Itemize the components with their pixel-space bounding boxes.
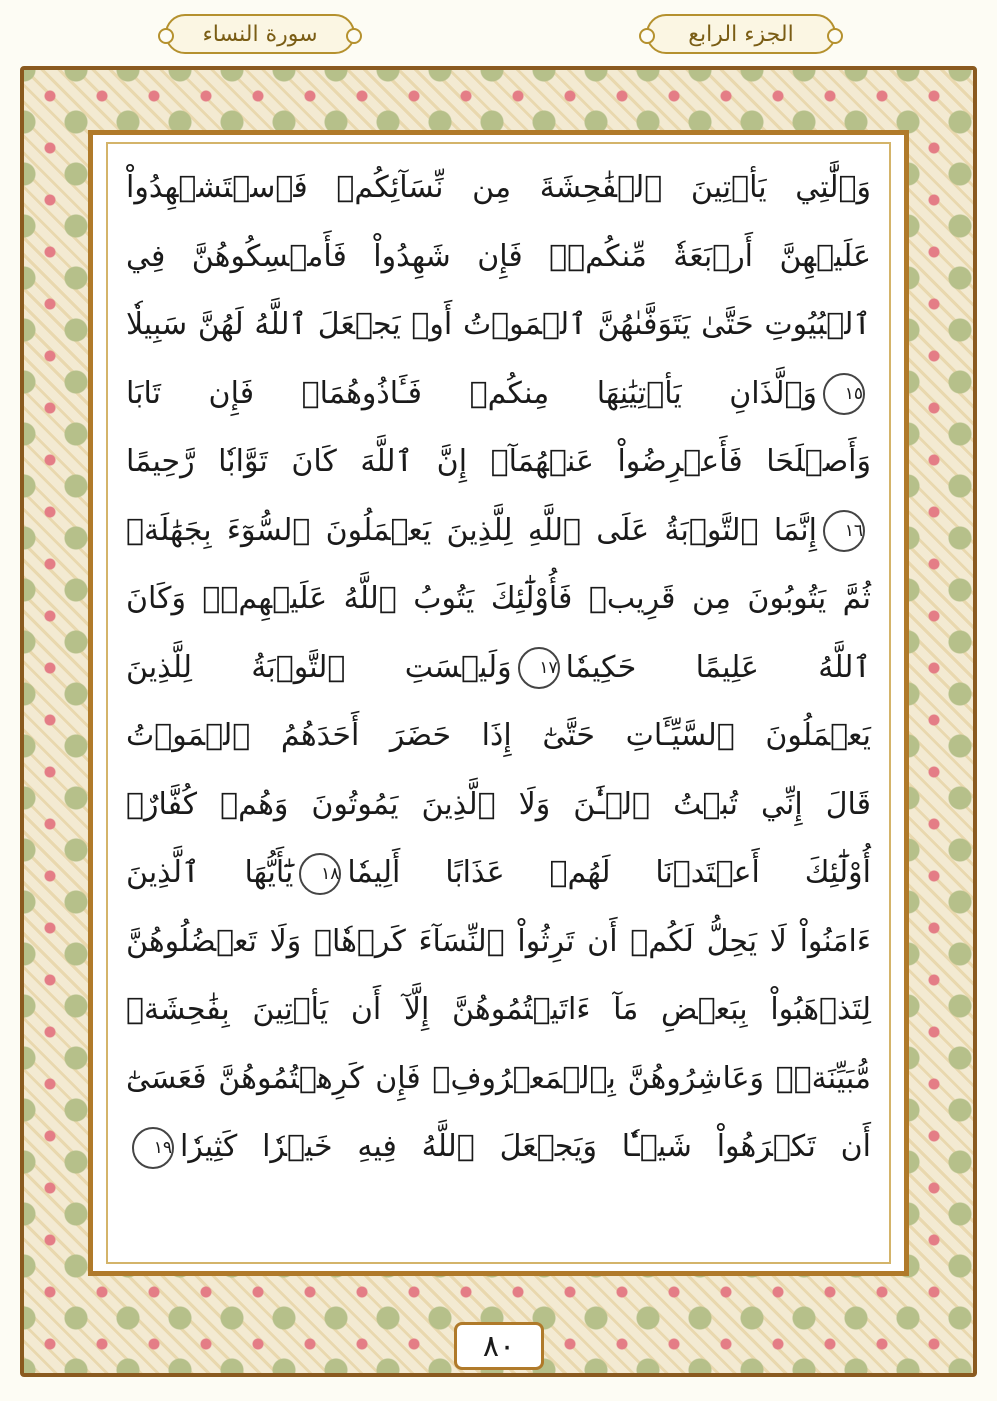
verse-line: [108, 291, 889, 360]
surah-label-text: سورة النساء: [202, 21, 318, 47]
verse-line: [108, 565, 889, 634]
verse-line: [108, 428, 889, 497]
verse-line: [108, 154, 889, 223]
ayah-marker: ١٨: [299, 853, 341, 895]
page-number-text: ٨٠: [482, 1328, 516, 1364]
verse-text: يَعۡمَلُونَ ٱلسَّيِّـَٔاتِ حَتَّىٰٓ إِذَا حَضَرَ أَحَدَهُمُ ٱلۡمَوۡتُ: [126, 718, 871, 753]
verse-text: لِتَذۡهَبُواْ بِبَعۡضِ مَآ ءَاتَيۡتُمُوهُنَّ إِلَّآ أَن يَأۡتِينَ بِفَٰحِشَةٖ: [126, 992, 871, 1027]
verse-text: عَلَيۡهِنَّ أَرۡبَعَةٗ مِّنكُمۡۖ فَإِن شَهِدُواْ فَأَمۡسِكُوهُنَّ فِي: [126, 238, 871, 274]
verse-text: ٱللَّهُ عَلِيمًا حَكِيمٗا: [565, 649, 871, 685]
verse-line: [108, 702, 889, 771]
verse-text: ءَامَنُواْ لَا يَحِلُّ لَكُمۡ أَن تَرِثُواْ ٱلنِّسَآءَ كَرۡهٗاۖ وَلَا تَعۡضُلُوهُنَّ: [126, 923, 871, 959]
verse-lines: [108, 154, 889, 1182]
page-number: [454, 1322, 544, 1370]
verse-text: وَٱلَّٰتِي يَأۡتِينَ ٱلۡفَٰحِشَةَ مِن نِّسَآئِكُمۡ فَٱسۡتَشۡهِدُواْ: [126, 170, 871, 205]
verse-text: وَلَيۡسَتِ ٱلتَّوۡبَةُ لِلَّذِينَ: [126, 649, 512, 685]
text-panel: [106, 142, 891, 1264]
verse-text: إِنَّمَا ٱلتَّوۡبَةُ عَلَى ٱللَّهِ لِلَّذِينَ يَعۡمَلُونَ ٱلسُّوٓءَ بِجَهَٰلَةٖ: [126, 512, 817, 548]
verse-text: ثُمَّ يَتُوبُونَ مِن قَرِيبٖ فَأُوْلَٰٓئِكَ يَتُوبُ ٱللَّهُ عَلَيۡهِمۡۗ وَكَانَ: [126, 581, 871, 616]
verse-line: [108, 839, 889, 908]
verse-text: مُّبَيِّنَةٖۚ وَعَاشِرُوهُنَّ بِٱلۡمَعۡرُوفِۚ فَإِن كَرِهۡتُمُوهُنَّ فَعَسَىٰٓ: [126, 1060, 871, 1096]
verse-line: [108, 771, 889, 840]
ayah-marker: ١٩: [132, 1127, 174, 1169]
verse-line: [108, 976, 889, 1045]
ayah-marker: ١٧: [518, 647, 560, 689]
verse-line: [108, 497, 889, 566]
juz-label: [646, 14, 836, 54]
ayah-marker: ١٦: [823, 510, 865, 552]
verse-line: [108, 634, 889, 703]
verse-line: [108, 1113, 889, 1182]
verse-line: [108, 908, 889, 977]
verse-text: يَٰٓأَيُّهَا ٱلَّذِينَ: [126, 855, 294, 890]
surah-label: [165, 14, 355, 54]
verse-text: أُوْلَٰٓئِكَ أَعۡتَدۡنَا لَهُمۡ عَذَابًا أَلِيمٗا: [347, 855, 872, 890]
verse-line: [108, 360, 889, 429]
ayah-marker: ١٥: [823, 373, 865, 415]
verse-text: وَٱلَّذَانِ يَأۡتِيَٰنِهَا مِنكُمۡ فَـَٔاذُوهُمَاۖ فَإِن تَابَا: [126, 375, 817, 411]
juz-label-text: الجزء الرابع: [688, 21, 794, 47]
verse-line: [108, 1045, 889, 1114]
verse-text: قَالَ إِنِّي تُبۡتُ ٱلۡـَٰٔنَ وَلَا ٱلَّذِينَ يَمُوتُونَ وَهُمۡ كُفَّارٌۚ: [126, 786, 871, 822]
verse-text: ٱلۡبُيُوتِ حَتَّىٰ يَتَوَفَّىٰهُنَّ ٱلۡمَوۡتُ أَوۡ يَجۡعَلَ ٱللَّهُ لَهُنَّ سَبِيلٗا: [126, 307, 871, 342]
verse-line: [108, 223, 889, 292]
verse-text: أَن تَكۡرَهُواْ شَيۡـٔٗا وَيَجۡعَلَ ٱللَّهُ فِيهِ خَيۡرٗا كَثِيرٗا: [180, 1129, 871, 1164]
verse-text: وَأَصۡلَحَا فَأَعۡرِضُواْ عَنۡهُمَآۗ إِنَّ ٱللَّهَ كَانَ تَوَّابٗا رَّحِيمًا: [126, 444, 871, 479]
